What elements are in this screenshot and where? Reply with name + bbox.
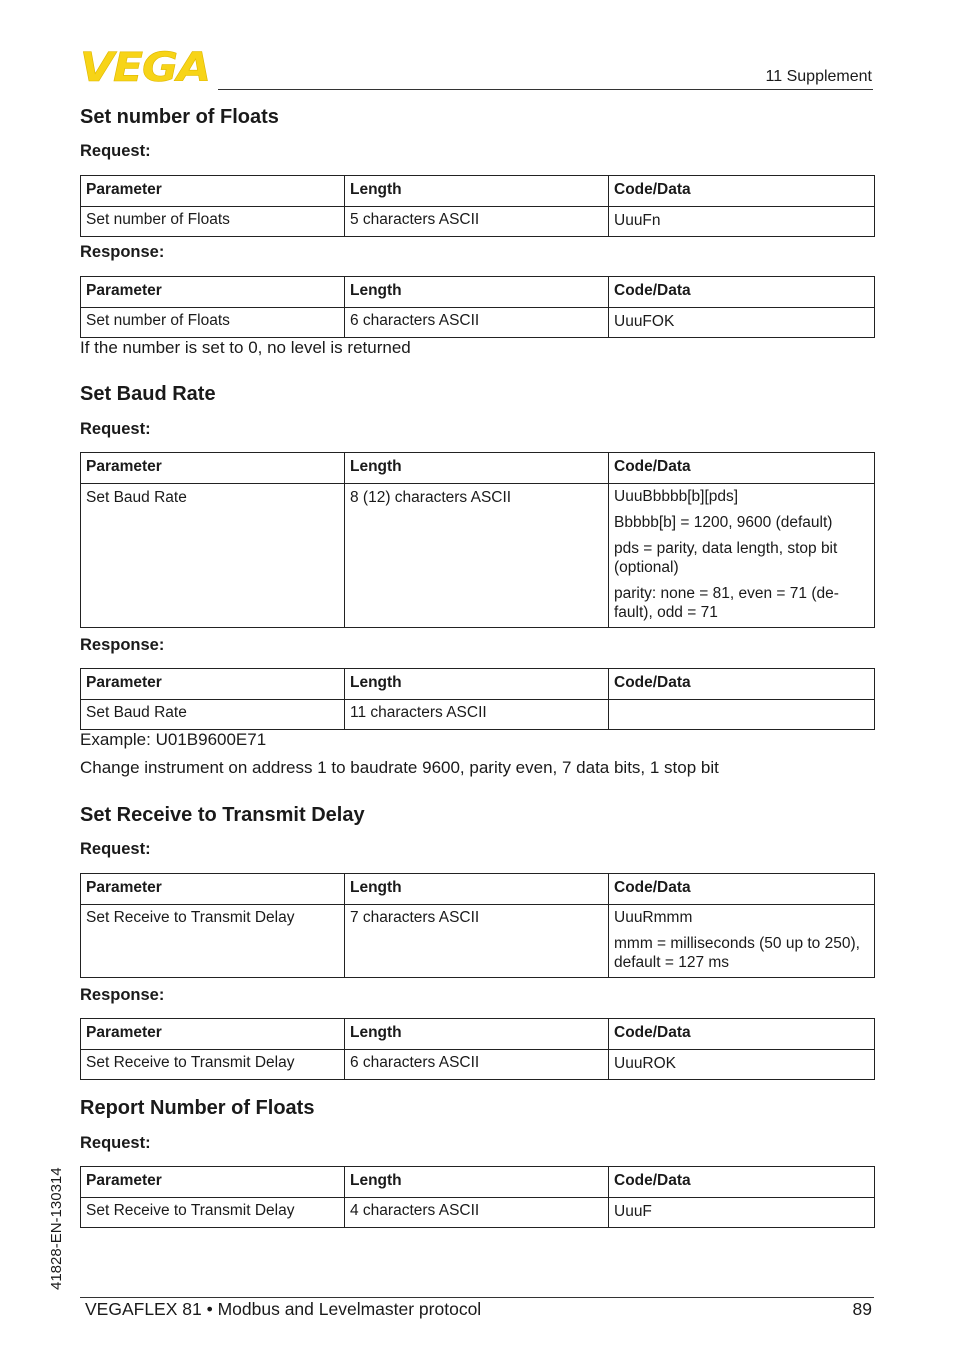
table-header-row xyxy=(81,453,875,484)
parameter-cell: Set Receive to Transmit Delay xyxy=(81,1050,345,1080)
response-label: Response: xyxy=(80,636,165,654)
column-header: Length xyxy=(345,453,609,484)
column-header: Length xyxy=(345,277,609,308)
code-line: Bbbbb[b] = 1200, 9600 (default) xyxy=(614,514,833,531)
table-header-row xyxy=(81,277,875,308)
length-cell: 5 characters ASCII xyxy=(345,207,609,237)
table-row xyxy=(81,207,875,237)
code-data-cell xyxy=(609,207,875,237)
length-cell: 8 (12) characters ASCII xyxy=(345,484,609,628)
table-row xyxy=(81,484,875,628)
column-header: Code/Data xyxy=(609,874,875,905)
code-line: parity: none = 81, even = 71 (de-fault), odd = 71 xyxy=(614,585,839,621)
code-data-cell xyxy=(609,905,875,978)
page-number: 89 xyxy=(852,1299,872,1319)
response-table xyxy=(80,276,875,338)
column-header: Length xyxy=(345,874,609,905)
length-cell: 6 characters ASCII xyxy=(345,308,609,338)
section-title: Set Baud Rate xyxy=(80,383,216,405)
column-header: Code/Data xyxy=(609,277,875,308)
length-cell: 7 characters ASCII xyxy=(345,905,609,978)
request-table xyxy=(80,175,875,237)
footer-title: VEGAFLEX 81 • Modbus and Levelmaster protocol xyxy=(85,1299,482,1319)
parameter-cell: Set Baud Rate xyxy=(81,700,345,730)
parameter-cell: Set Receive to Transmit Delay xyxy=(81,905,345,978)
document-number: 41828-EN-130314 xyxy=(48,1167,65,1290)
parameter-cell: Set Baud Rate xyxy=(81,484,345,628)
response-label: Response: xyxy=(80,986,165,1004)
parameter-cell: Set number of Floats xyxy=(81,207,345,237)
column-header: Parameter xyxy=(81,669,345,700)
table-header-row xyxy=(81,1167,875,1198)
code-line: UuuFOK xyxy=(614,313,675,330)
code-line: UuuROK xyxy=(614,1055,677,1072)
note-text: Change instrument on address 1 to baudrate 9600, parity even, 7 data bits, 1 stop bit xyxy=(80,758,719,777)
code-line: mmm = milliseconds (50 up to 250), default = 127 ms xyxy=(614,935,860,971)
example-text: Example: U01B9600E71 xyxy=(80,730,267,749)
length-cell: 11 characters ASCII xyxy=(345,700,609,730)
code-data-cell xyxy=(609,700,875,730)
parameter-cell: Set Receive to Transmit Delay xyxy=(81,1198,345,1228)
code-data-cell xyxy=(609,1198,875,1228)
section-title: Report Number of Floats xyxy=(80,1097,315,1119)
column-header: Length xyxy=(345,669,609,700)
request-table xyxy=(80,452,875,628)
header-rule xyxy=(218,89,873,90)
request-label: Request: xyxy=(80,142,151,160)
column-header: Code/Data xyxy=(609,669,875,700)
footer-rule xyxy=(80,1297,874,1298)
code-data-cell xyxy=(609,484,875,628)
code-line: UuuFn xyxy=(614,212,661,229)
code-line: pds = parity, data length, stop bit (optional) xyxy=(614,540,838,576)
request-label: Request: xyxy=(80,1134,151,1152)
svg-text:VEGA: VEGA xyxy=(80,50,210,84)
table-header-row xyxy=(81,176,875,207)
column-header: Code/Data xyxy=(609,1019,875,1050)
parameter-cell: Set number of Floats xyxy=(81,308,345,338)
response-label: Response: xyxy=(80,243,165,261)
vega-logo xyxy=(80,50,212,84)
code-line: UuuBbbbb[b][pds] xyxy=(614,488,739,505)
table-row xyxy=(81,905,875,978)
length-cell: 6 characters ASCII xyxy=(345,1050,609,1080)
column-header: Parameter xyxy=(81,453,345,484)
request-table xyxy=(80,1166,875,1228)
table-row xyxy=(81,1198,875,1228)
response-table xyxy=(80,668,875,730)
code-data-cell xyxy=(609,308,875,338)
column-header: Length xyxy=(345,1019,609,1050)
section-title: Set number of Floats xyxy=(80,106,279,128)
column-header: Length xyxy=(345,176,609,207)
request-label: Request: xyxy=(80,840,151,858)
code-line: UuuRmmm xyxy=(614,909,693,926)
note-text: If the number is set to 0, no level is returned xyxy=(80,338,411,357)
table-header-row xyxy=(81,669,875,700)
column-header: Parameter xyxy=(81,277,345,308)
column-header: Parameter xyxy=(81,1019,345,1050)
table-header-row xyxy=(81,874,875,905)
column-header: Parameter xyxy=(81,1167,345,1198)
table-row xyxy=(81,308,875,338)
table-row xyxy=(81,700,875,730)
column-header: Parameter xyxy=(81,176,345,207)
table-row xyxy=(81,1050,875,1080)
table-header-row xyxy=(81,1019,875,1050)
response-table xyxy=(80,1018,875,1080)
code-line: UuuF xyxy=(614,1203,652,1220)
column-header: Code/Data xyxy=(609,453,875,484)
request-table xyxy=(80,873,875,978)
column-header: Code/Data xyxy=(609,176,875,207)
code-data-cell xyxy=(609,1050,875,1080)
request-label: Request: xyxy=(80,420,151,438)
column-header: Length xyxy=(345,1167,609,1198)
column-header: Code/Data xyxy=(609,1167,875,1198)
section-label: 11 Supplement xyxy=(765,68,872,85)
section-title: Set Receive to Transmit Delay xyxy=(80,804,365,826)
column-header: Parameter xyxy=(81,874,345,905)
length-cell: 4 characters ASCII xyxy=(345,1198,609,1228)
